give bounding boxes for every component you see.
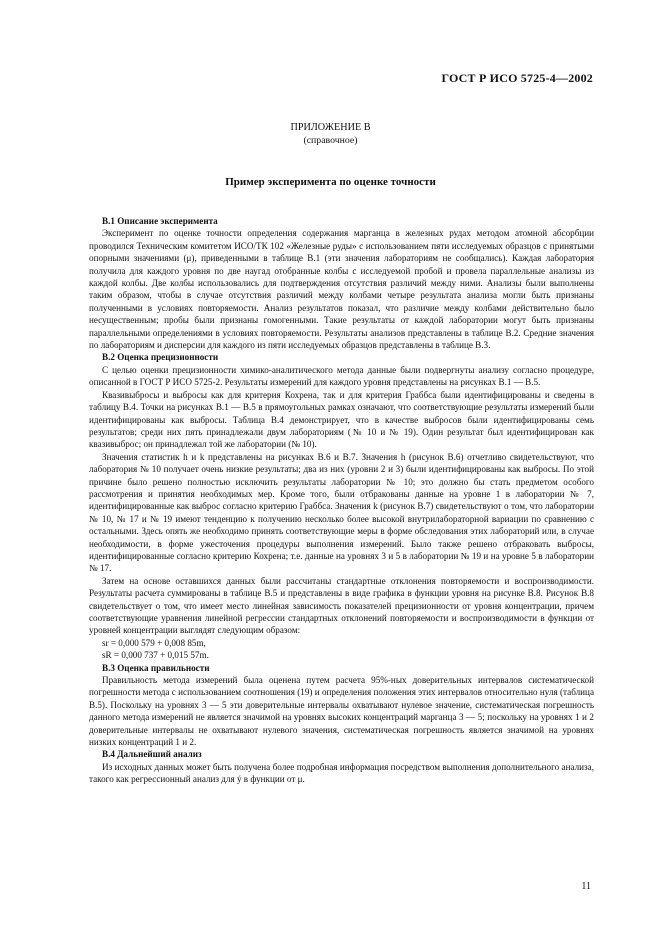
page-number: 11 bbox=[581, 881, 591, 892]
reproducibility-formula: sR = 0,000 737 + 0,015 57m. bbox=[102, 650, 209, 661]
section-b1-paragraph: Эксперимент по оценке точности определения содержания марганца в железных рудах методом атомной абсорбции проводился Техническим комитетом ИСО/ТК 102 «Железные руды» с использованием пяти исследуемых образцов с принятыми опорными значениями (μ), приведенными в таблице В.1 (эти значения лабораториям не сообщались). Каждая лаборатория получила для каждого уровня по две наугад отобранные колбы с исследуемой пробой и провела параллельные анализы из каждой колбы. Две колбы использовались для подтверждения отсутствия различий между ними. Анализы были выполнены таким образом, чтобы в случае отсутствия различий между колбами четыре результата анализа могли быть признаны полученными в условиях повторяемости. Анализ результатов показал, что различие между колбами действительно было несущественным; пробы были признаны гомогенными. Такие результаты от каждой лаборатории могут быть признаны параллельными определениями в условиях повторяемости. Результаты анализов представлены в таблице В.2. Средние значения по лабораториям и дисперсии для каждого из пяти исследуемых образцов представлены в таблице В.3. bbox=[89, 228, 594, 351]
section-b2-paragraph-1: С целью оценки прецизионности химико-аналитического метода данные были подвергнуты анализу согласно процедуре, описанной в ГОСТ Р ИСО 5725-2. Результаты измерений для каждого уровня представлены на рисунках В.1 — В.5. bbox=[89, 364, 594, 388]
document-standard-id: ГОСТ Р ИСО 5725-4—2002 bbox=[441, 71, 593, 85]
appendix-heading bbox=[0, 121, 661, 147]
section-b4-heading: В.4 Дальнейший анализ bbox=[102, 749, 202, 760]
section-b3-heading: В.3 Оценка правильности bbox=[102, 662, 210, 673]
section-b1-heading: В.1 Описание эксперимента bbox=[102, 216, 218, 226]
section-b2-paragraph-2: Квазивыбросы и выбросы как для критерия Кохрена, так и для критерия Граббса были идентифицированы и сведены в таблицу В.4. Точки на рисунках В.1 — В.5 в прямоугольных рамках означают, что соответствующие результаты измерений были идентифицированы как выбросы. Таблица В.4 демонстрирует, что в качестве выбросов были идентифицированы семь результатов; среди них пять принадлежали двум лабораториям (№ 10 и № 19). Один результат был идентифицирован как квазивыброс; он принадлежал той же лаборатории (№ 10). bbox=[89, 389, 594, 450]
appendix-note: (справочное) bbox=[303, 135, 358, 146]
document-body bbox=[89, 215, 594, 786]
repeatability-formula: sr = 0,000 579 + 0,008 85m, bbox=[102, 637, 206, 648]
appendix-title: Пример эксперимента по оценке точности bbox=[225, 176, 436, 188]
section-b3-paragraph: Правильность метода измерений была оценена путем расчета 95%-ных доверительных интервалов систематической погрешности метода с использованием соотношения (19) и определения положения этих интервалов относительно нуля (таблица В.5). Поскольку на уровнях 3 — 5 эти доверительные интервалы охватывают нулевое значение, систематическая погрешность данного метода измерений не является значимой на уровнях высоких концентраций марганца 3 — 5; поскольку на уровнях 1 и 2 доверительные интервалы не охватывают нулевого значения, систематическая погрешность является значимой на уровнях низких концентраций 1 и 2. bbox=[89, 675, 594, 748]
section-b2-heading: В.2 Оценка прецизионности bbox=[102, 352, 219, 363]
section-b2-paragraph-4: Затем на основе оставшихся данных были рассчитаны стандартные отклонения повторяемости и воспроизводимости. Результаты расчета суммированы в таблице В.5 и представлены в виде графика в функции уровня на рисунке В.8. Рисунок В.8 свидетельствует о том, что имеет место линейная зависимость показателей прецизионности от уровня концентрации, причем соответствующие уравнения линейной регрессии стандартных отклонений повторяемости и воспроизводимости в функции от уровней концентрации выглядят следующим образом: bbox=[89, 575, 594, 636]
section-b4-paragraph: Из исходных данных может быть получена более подробная информация посредством выполнения дополнительного анализа, такого как регрессионный анализ для ý в функции от μ. bbox=[89, 761, 594, 785]
section-b2-paragraph-3: Значения статистик h и k представлены на рисунках В.6 и В.7. Значения h (рисунок В.6) отчетливо свидетельствуют, что лаборатория № 10 получает очень низкие результаты; два из них (уровни 2 и 3) были идентифицированы как выбросы. По этой причине было решено полностью исключить результаты лаборатории № 10; это должно бы стать предметом особого рассмотрения и принятия необходимых мер. Кроме того, были отбракованы данные на уровне 1 в лаборатории № 7, идентифицированные как выброс согласно критерию Граббса. Значения k (рисунок В.7) свидетельствуют о том, что лаборатории № 10, № 17 и № 19 имеют тенденцию к получению несколько более высокой внутрилабораторной вариации по сравнению с остальными. Здесь опять же необходимо принять соответствующие меры в форме обследования этих лабораторий или, в случае необходимости, в форме ужесточения процедуры выполнения измерений. Было также решено отбраковать выбросы, идентифицированные согласно критерию Кохрена; т.е. данные на уровнях 3 и 5 в лаборатории № 19 и на уровне 5 в лаборатории № 17. bbox=[89, 451, 594, 574]
appendix-label: ПРИЛОЖЕНИЕ В bbox=[290, 122, 371, 133]
